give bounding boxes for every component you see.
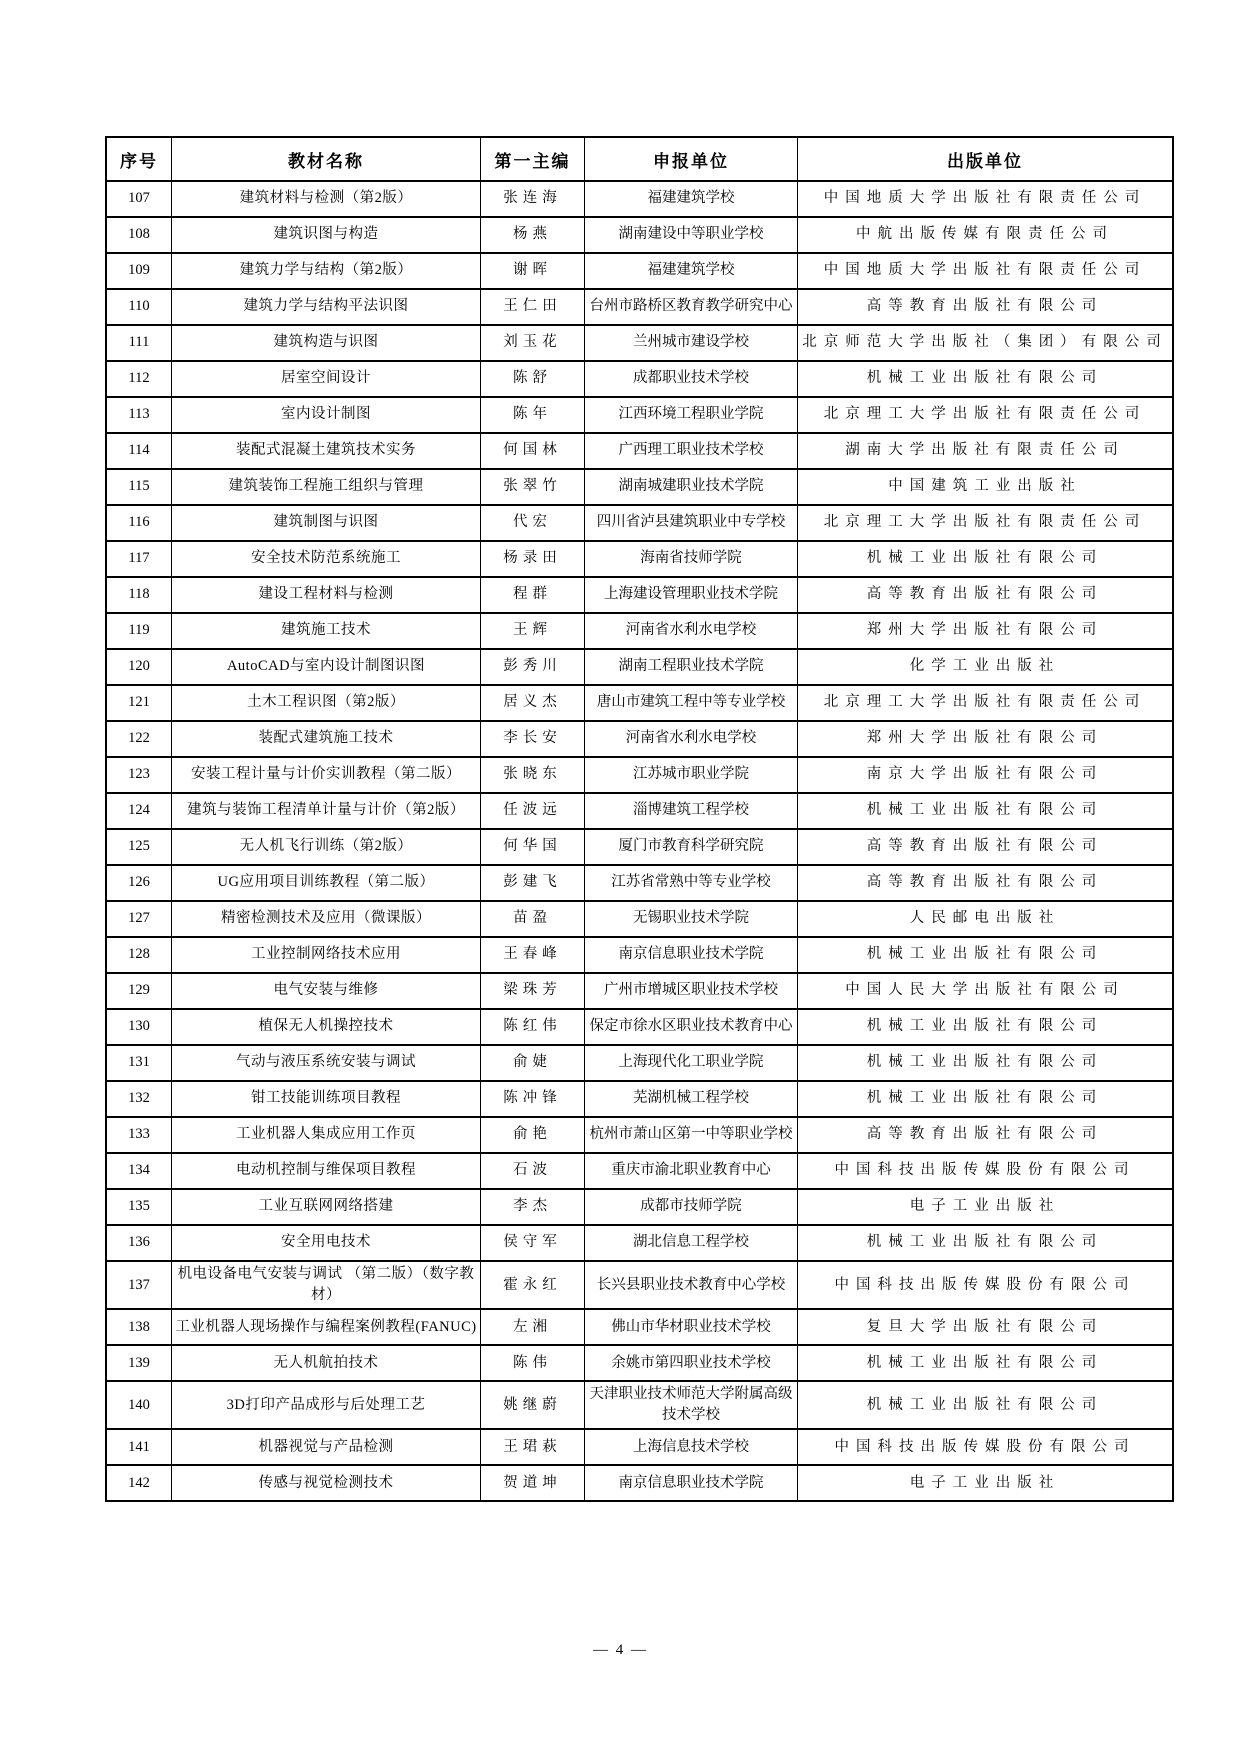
first-editor: 彭建飞 [481,865,585,901]
table-row [106,217,1173,253]
textbook-title: 建筑装饰工程施工组织与管理 [172,469,481,505]
first-editor: 侯守军 [481,1225,585,1261]
textbook-title: AutoCAD与室内设计制图识图 [172,649,481,685]
row-number: 119 [106,613,172,649]
row-number: 137 [106,1261,172,1309]
first-editor: 王辉 [481,613,585,649]
table-row [106,577,1173,613]
table-row [106,433,1173,469]
textbook-title: 气动与液压系统安装与调试 [172,1045,481,1081]
table-row [106,901,1173,937]
textbook-title: 电气安装与维修 [172,973,481,1009]
row-number: 142 [106,1465,172,1501]
textbook-title: 工业机器人集成应用工作页 [172,1117,481,1153]
applicant-org: 杭州市萧山区第一中等职业学校 [585,1117,798,1153]
row-number: 117 [106,541,172,577]
textbook-title: 室内设计制图 [172,397,481,433]
applicant-org: 河南省水利水电学校 [585,721,798,757]
textbook-title: 钳工技能训练项目教程 [172,1081,481,1117]
table-row [106,1117,1173,1153]
applicant-org: 上海建设管理职业技术学院 [585,577,798,613]
textbook-title: 工业互联网网络搭建 [172,1189,481,1225]
row-number: 126 [106,865,172,901]
first-editor: 何华国 [481,829,585,865]
column-header-applicant-org: 申报单位 [585,137,798,181]
first-editor: 霍永红 [481,1261,585,1309]
first-editor: 谢晖 [481,253,585,289]
first-editor: 王春峰 [481,937,585,973]
table-row [106,685,1173,721]
first-editor: 代宏 [481,505,585,541]
publisher: 机械工业出版社有限公司 [798,1081,1174,1117]
applicant-org: 重庆市渝北职业教育中心 [585,1153,798,1189]
publisher: 郑州大学出版社有限公司 [798,613,1174,649]
table-body [106,181,1173,1501]
publisher: 电子工业出版社 [798,1189,1174,1225]
publisher: 中国人民大学出版社有限公司 [798,973,1174,1009]
row-number: 125 [106,829,172,865]
publisher: 高等教育出版社有限公司 [798,865,1174,901]
table-row [106,1429,1173,1465]
textbook-title: 机器视觉与产品检测 [172,1429,481,1465]
first-editor: 陈冲锋 [481,1081,585,1117]
publisher: 中国科技出版传媒股份有限公司 [798,1261,1174,1309]
publisher: 北京理工大学出版社有限责任公司 [798,505,1174,541]
row-number: 116 [106,505,172,541]
publisher: 北京师范大学出版社（集团）有限公司 [798,325,1174,361]
table-row [106,325,1173,361]
first-editor: 梁珠芳 [481,973,585,1009]
row-number: 136 [106,1225,172,1261]
row-number: 114 [106,433,172,469]
textbook-title: 植保无人机操控技术 [172,1009,481,1045]
applicant-org: 江苏城市职业学院 [585,757,798,793]
row-number: 123 [106,757,172,793]
applicant-org: 余姚市第四职业技术学校 [585,1345,798,1381]
applicant-org: 无锡职业技术学院 [585,901,798,937]
publisher: 中国科技出版传媒股份有限公司 [798,1429,1174,1465]
applicant-org: 兰州城市建设学校 [585,325,798,361]
first-editor: 任波远 [481,793,585,829]
row-number: 107 [106,181,172,217]
publisher: 郑州大学出版社有限公司 [798,721,1174,757]
applicant-org: 天津职业技术师范大学附属高级技术学校 [585,1381,798,1429]
publisher: 电子工业出版社 [798,1465,1174,1501]
applicant-org: 南京信息职业技术学院 [585,1465,798,1501]
publisher: 机械工业出版社有限公司 [798,1009,1174,1045]
row-number: 131 [106,1045,172,1081]
textbook-title: 建筑制图与识图 [172,505,481,541]
column-header-row-number: 序号 [106,137,172,181]
publisher: 中国科技出版传媒股份有限公司 [798,1153,1174,1189]
row-number: 111 [106,325,172,361]
textbook-title: 3D打印产品成形与后处理工艺 [172,1381,481,1429]
first-editor: 李长安 [481,721,585,757]
publisher: 中航出版传媒有限责任公司 [798,217,1174,253]
row-number: 138 [106,1309,172,1345]
publisher: 机械工业出版社有限公司 [798,1225,1174,1261]
first-editor: 左湘 [481,1309,585,1345]
table-row [106,937,1173,973]
textbook-title: 建筑构造与识图 [172,325,481,361]
publisher: 高等教育出版社有限公司 [798,289,1174,325]
publisher: 南京大学出版社有限公司 [798,757,1174,793]
first-editor: 何国林 [481,433,585,469]
applicant-org: 江西环境工程职业学院 [585,397,798,433]
row-number: 109 [106,253,172,289]
publisher: 中国建筑工业出版社 [798,469,1174,505]
row-number: 124 [106,793,172,829]
applicant-org: 长兴县职业技术教育中心学校 [585,1261,798,1309]
row-number: 129 [106,973,172,1009]
publisher: 中国地质大学出版社有限责任公司 [798,181,1174,217]
table-row [106,1261,1173,1309]
row-number: 135 [106,1189,172,1225]
first-editor: 张翠竹 [481,469,585,505]
publisher: 湖南大学出版社有限责任公司 [798,433,1174,469]
first-editor: 张连海 [481,181,585,217]
textbook-table [105,136,1174,1502]
textbook-title: 机电设备电气安装与调试 （第二版）（数字教材） [172,1261,481,1309]
applicant-org: 上海信息技术学校 [585,1429,798,1465]
first-editor: 居义杰 [481,685,585,721]
applicant-org: 福建建筑学校 [585,181,798,217]
publisher: 复旦大学出版社有限公司 [798,1309,1174,1345]
publisher: 北京理工大学出版社有限责任公司 [798,397,1174,433]
first-editor: 陈年 [481,397,585,433]
row-number: 139 [106,1345,172,1381]
textbook-title: 建筑材料与检测（第2版） [172,181,481,217]
textbook-title: 精密检测技术及应用（微课版） [172,901,481,937]
row-number: 120 [106,649,172,685]
table-row [106,1345,1173,1381]
first-editor: 陈伟 [481,1345,585,1381]
table-row [106,1381,1173,1429]
applicant-org: 淄博建筑工程学校 [585,793,798,829]
row-number: 141 [106,1429,172,1465]
applicant-org: 海南省技师学院 [585,541,798,577]
table-row [106,829,1173,865]
applicant-org: 佛山市华材职业技术学校 [585,1309,798,1345]
table-row [106,973,1173,1009]
publisher: 机械工业出版社有限公司 [798,361,1174,397]
publisher: 高等教育出版社有限公司 [798,1117,1174,1153]
applicant-org: 唐山市建筑工程中等专业学校 [585,685,798,721]
first-editor: 杨录田 [481,541,585,577]
publisher: 化学工业出版社 [798,649,1174,685]
first-editor: 李杰 [481,1189,585,1225]
first-editor: 俞艳 [481,1117,585,1153]
applicant-org: 湖北信息工程学校 [585,1225,798,1261]
row-number: 132 [106,1081,172,1117]
textbook-title: 安装工程计量与计价实训教程（第二版） [172,757,481,793]
publisher: 机械工业出版社有限公司 [798,1381,1174,1429]
textbook-title: 无人机飞行训练（第2版） [172,829,481,865]
page-number: — 4 — [593,1642,648,1658]
applicant-org: 广州市增城区职业技术学校 [585,973,798,1009]
row-number: 140 [106,1381,172,1429]
textbook-title: 安全用电技术 [172,1225,481,1261]
table-row [106,1465,1173,1501]
publisher: 高等教育出版社有限公司 [798,577,1174,613]
textbook-title: 工业机器人现场操作与编程案例教程(FANUC) [172,1309,481,1345]
table-row [106,361,1173,397]
table-row [106,541,1173,577]
row-number: 134 [106,1153,172,1189]
table-row [106,1225,1173,1261]
first-editor: 苗盈 [481,901,585,937]
publisher: 机械工业出版社有限公司 [798,937,1174,973]
first-editor: 王珺萩 [481,1429,585,1465]
first-editor: 姚继蔚 [481,1381,585,1429]
table-row [106,289,1173,325]
table-row [106,793,1173,829]
applicant-org: 厦门市教育科学研究院 [585,829,798,865]
table-row [106,1009,1173,1045]
applicant-org: 湖南工程职业技术学院 [585,649,798,685]
applicant-org: 芜湖机械工程学校 [585,1081,798,1117]
row-number: 108 [106,217,172,253]
publisher: 机械工业出版社有限公司 [798,793,1174,829]
first-editor: 彭秀川 [481,649,585,685]
table-row [106,1189,1173,1225]
first-editor: 杨燕 [481,217,585,253]
applicant-org: 江苏省常熟中等专业学校 [585,865,798,901]
publisher: 人民邮电出版社 [798,901,1174,937]
applicant-org: 上海现代化工职业学院 [585,1045,798,1081]
table-row [106,1309,1173,1345]
applicant-org: 湖南建设中等职业学校 [585,217,798,253]
table-row [106,469,1173,505]
publisher: 高等教育出版社有限公司 [798,829,1174,865]
textbook-title: 装配式建筑施工技术 [172,721,481,757]
row-number: 115 [106,469,172,505]
applicant-org: 保定市徐水区职业技术教育中心 [585,1009,798,1045]
textbook-title: 建筑力学与结构平法识图 [172,289,481,325]
applicant-org: 台州市路桥区教育教学研究中心 [585,289,798,325]
first-editor: 陈红伟 [481,1009,585,1045]
table-row [106,613,1173,649]
first-editor: 贺道坤 [481,1465,585,1501]
textbook-title: 建筑与装饰工程清单计量与计价（第2版） [172,793,481,829]
publisher: 中国地质大学出版社有限责任公司 [798,253,1174,289]
table-row [106,1045,1173,1081]
table-row [106,865,1173,901]
row-number: 110 [106,289,172,325]
textbook-title: 建设工程材料与检测 [172,577,481,613]
table-row [106,181,1173,217]
textbook-title: 电动机控制与维保项目教程 [172,1153,481,1189]
applicant-org: 成都市技师学院 [585,1189,798,1225]
applicant-org: 福建建筑学校 [585,253,798,289]
publisher: 机械工业出版社有限公司 [798,541,1174,577]
row-number: 118 [106,577,172,613]
first-editor: 陈舒 [481,361,585,397]
applicant-org: 四川省泸县建筑职业中专学校 [585,505,798,541]
textbook-title: UG应用项目训练教程（第二版） [172,865,481,901]
textbook-title: 建筑力学与结构（第2版） [172,253,481,289]
table-row [106,1081,1173,1117]
row-number: 121 [106,685,172,721]
textbook-title: 安全技术防范系统施工 [172,541,481,577]
textbook-title: 建筑施工技术 [172,613,481,649]
textbook-title: 土木工程识图（第2版） [172,685,481,721]
table-row [106,757,1173,793]
first-editor: 俞婕 [481,1045,585,1081]
textbook-title: 工业控制网络技术应用 [172,937,481,973]
first-editor: 石波 [481,1153,585,1189]
row-number: 122 [106,721,172,757]
textbook-title: 传感与视觉检测技术 [172,1465,481,1501]
table-row [106,253,1173,289]
textbook-title: 无人机航拍技术 [172,1345,481,1381]
page-footer [0,1642,1241,1659]
publisher: 机械工业出版社有限公司 [798,1345,1174,1381]
applicant-org: 广西理工职业技术学校 [585,433,798,469]
table-header-row [106,137,1173,181]
table-row [106,1153,1173,1189]
table-row [106,721,1173,757]
table-row [106,649,1173,685]
first-editor: 刘玉花 [481,325,585,361]
textbook-title: 建筑识图与构造 [172,217,481,253]
applicant-org: 河南省水利水电学校 [585,613,798,649]
textbook-title: 装配式混凝土建筑技术实务 [172,433,481,469]
applicant-org: 成都职业技术学校 [585,361,798,397]
publisher: 机械工业出版社有限公司 [798,1045,1174,1081]
table-row [106,397,1173,433]
row-number: 133 [106,1117,172,1153]
textbook-title: 居室空间设计 [172,361,481,397]
first-editor: 张晓东 [481,757,585,793]
first-editor: 程群 [481,577,585,613]
column-header-publisher: 出版单位 [798,137,1174,181]
column-header-textbook-title: 教材名称 [172,137,481,181]
row-number: 130 [106,1009,172,1045]
first-editor: 王仁田 [481,289,585,325]
table-row [106,505,1173,541]
applicant-org: 湖南城建职业技术学院 [585,469,798,505]
row-number: 112 [106,361,172,397]
row-number: 128 [106,937,172,973]
row-number: 127 [106,901,172,937]
table-head [106,137,1173,181]
publisher: 北京理工大学出版社有限责任公司 [798,685,1174,721]
column-header-first-editor: 第一主编 [481,137,585,181]
applicant-org: 南京信息职业技术学院 [585,937,798,973]
row-number: 113 [106,397,172,433]
